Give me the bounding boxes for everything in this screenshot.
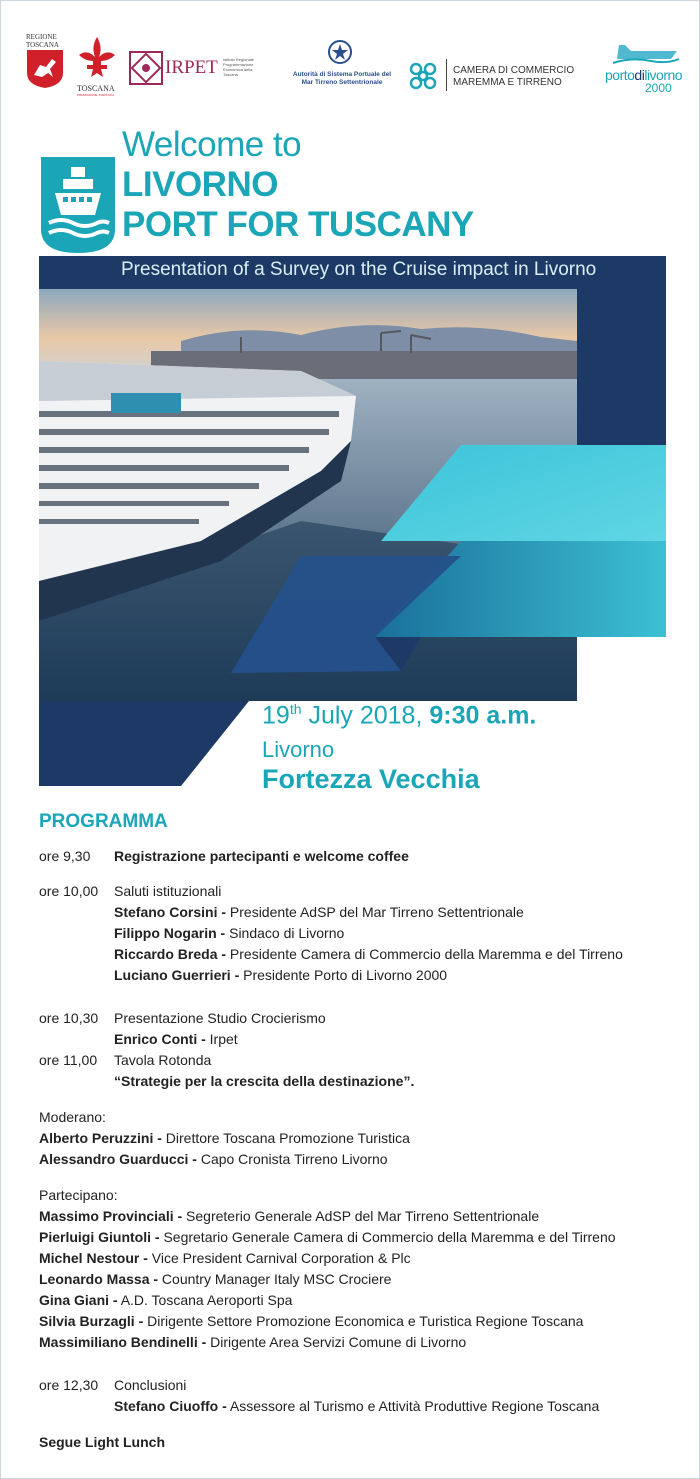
regione-toscana-logo: REGIONE TOSCANA [26,33,66,94]
slot-time: ore 9,30 [39,848,91,864]
irpet-logo: IRPET Istituto Regionale Programmazione Economica della Toscana [129,51,239,91]
hero-graphic [1,1,699,801]
slot-title: Tavola Rotonda [114,1052,212,1068]
speaker-line: Riccardo Breda - Presidente Camera di Commercio della Maremma e del Tirreno [114,946,623,962]
event-date: 19th July 2018, 9:30 a.m. [262,701,537,730]
camera-commercio-logo: CAMERA DI COMMERCIO MAREMMA E TIRRENO [406,59,586,93]
closing-note: Segue Light Lunch [39,1434,165,1450]
participant-line: Gina Giani - A.D. Toscana Aeroporti Spa [39,1292,293,1308]
event-city: Livorno [262,737,335,762]
speaker-line: Enrico Conti - Irpet [114,1031,238,1047]
speaker-line: Stefano Ciuoffo - Assessore al Turismo e Attività Produttive Regione Toscana [114,1398,600,1414]
event-venue: Fortezza Vecchia [262,764,480,794]
partecipano-label: Partecipano: [39,1187,118,1203]
slot-title: Saluti istituzionali [114,883,222,899]
moderator-line: Alessandro Guarducci - Capo Cronista Tirreno Livorno [39,1151,388,1167]
participant-line: Silvia Burzagli - Dirigente Settore Promozione Economica e Turistica Regione Toscana [39,1313,584,1329]
speaker-line: Stefano Corsini - Presidente AdSP del Mar Tirreno Settentrionale [114,904,524,920]
speaker-line: Filippo Nogarin - Sindaco di Livorno [114,925,345,941]
adsp-logo: Autorità di Sistema Portuale del Mar Tirreno Settentrionale [283,39,398,94]
participant-line: Pierluigi Giuntoli - Segretario Generale Camera di Commercio della Maremma e del Tirreno [39,1229,616,1245]
title-livorno: LIVORNO [122,165,278,204]
roundtable-topic: “Strategie per la crescita della destinazione”. [114,1073,415,1089]
slot-time: ore 11,00 [39,1052,98,1068]
slot-title: Presentazione Studio Crocierismo [114,1010,326,1026]
slot-time: ore 10,30 [39,1010,99,1026]
moderator-line: Alberto Peruzzini - Direttore Toscana Promozione Turistica [39,1130,410,1146]
participant-line: Leonardo Massa - Country Manager Italy MSC Crociere [39,1271,392,1287]
slot-title: Conclusioni [114,1377,187,1393]
moderano-label: Moderano: [39,1109,106,1125]
event-time: 9:30 a.m. [429,701,537,730]
subtitle: Presentation of a Survey on the Cruise impact in Livorno [121,259,597,280]
porto-livorno-2000-logo: portodilivorno 2000 [605,39,685,97]
toscana-promozione-logo: TOSCANA PROMOZIONE TURISTICA [77,35,125,97]
slot-title: Registrazione partecipanti e welcome coffee [114,848,409,864]
title-welcome: Welcome to [122,125,302,164]
title-port-for-tuscany: PORT FOR TUSCANY [122,205,474,244]
participant-line: Massimiliano Bendinelli - Dirigente Area Servizi Comune di Livorno [39,1334,467,1350]
participant-line: Michel Nestour - Vice President Carnival Corporation & Plc [39,1250,411,1266]
participant-line: Massimo Provinciali - Segreterio Generale AdSP del Mar Tirreno Settentrionale [39,1208,540,1224]
slot-time: ore 12,30 [39,1377,99,1393]
programma-heading: PROGRAMMA [39,811,168,832]
speaker-line: Luciano Guerrieri - Presidente Porto di Livorno 2000 [114,967,448,983]
slot-time: ore 10,00 [39,883,99,899]
